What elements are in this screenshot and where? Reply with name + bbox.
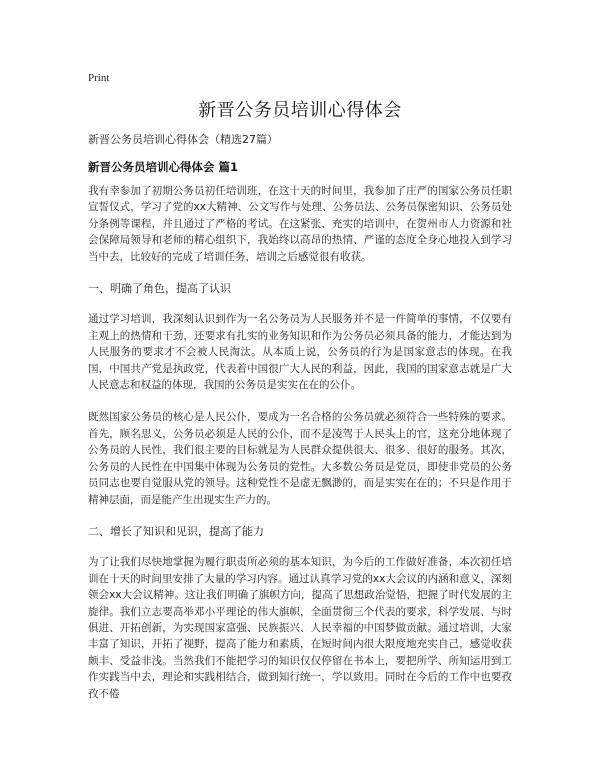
print-label[interactable]: Print [88,72,110,84]
paragraph: 为了让我们尽快地掌握为履行职责所必须的基本知识，为今后的工作做好准备，本次初任培训在十天的时间里安排了大量的学习内容。通过认真学习党的xx大会议的内涵和意义，深刻领会xx大会议精神。这让我们明确了旗帜方向，提高了思想政治觉悟，把握了时代发展的主旋律。我们立志要高举邓小平理论的伟大旗帜，全面贯彻三个代表的要求，科学发展、与时俱进、开拓创新，为实现国家富强、民族振兴、人民幸福的中国梦做贡献。通过培训，大家丰富了知识，开拓了视野，提高了能力和素质，在短时间内很大限度地充实自己，感觉收获颇丰、受益非浅。当然我们不能把学习的知识仅仅停留在书本上，要把所学、所知运用到工作实践当中去，理论和实践相结合，做到知行统一，学以致用。同时在今后的工作中也要孜孜不倦 [88,556,512,700]
section-heading-1: 一、明确了角色，提高了认识 [88,282,231,296]
paragraph-intro: 我有幸参加了初期公务员初任培训班，在这十天的时间里，我参加了庄严的国家公务员任职宣誓仪式，学习了党的xx大精神、公文写作与处理、公务员法、公务员保密知识、公务员处分条例等课程，并且通过了严格的考试。在这紧张、充实的培训中，在贺州市人力资源和社会保障局领导和老师的精心组织下，我始终以高昂的热情、严谨的态度全身心地投入到学习当中去，比较好的完成了培训任务，培训之后感觉很有收获。 [88,185,512,263]
paragraph: 通过学习培训，我深刻认识到作为一名公务员为人民服务并不是一件简单的事情，不仅要有主观上的热情和干劲，还要求有扎实的业务知识和作为公务员必须具备的能力，才能达到为人民服务的要求才不会被人民淘汰。从本质上说，公务员的行为是国家意志的体现。在我国，中国共产党是执政党，代表着中国很广大人民的利益，因此，我国的国家意志就是广大人民意志和权益的体现，我国的公务员是实实在在的公仆。 [88,313,512,392]
paragraph: 既然国家公务员的核心是人民公仆，要成为一名合格的公务员就必须符合一些特殊的要求。首先，顾名思义，公务员必须是人民的公仆，而不是凌驾于人民头上的官，这充分地体现了公务员的人民性，我们很主要的目标就是为人民群众提供很大、很多、很好的服务。其次，公务员的人民性在中国集中体现为公务员的党性。大多数公务员是党员，即使非党员的公务员同志也要自觉服从党的领导。这种党性不是虚无飘渺的，而是实实在在的；不只是作用于精神层面，而是能产生出现实生产力的。 [88,411,512,506]
article-body [88,183,512,702]
document-subtitle: 新晋公务员培训心得体会（精选27篇） [88,133,278,146]
chapter-title: 新晋公务员培训心得体会 篇1 [88,160,239,174]
page-title: 新晋公务员培训心得体会 [198,100,402,121]
section-heading-2: 二、增长了知识和见识，提高了能力 [88,524,264,538]
